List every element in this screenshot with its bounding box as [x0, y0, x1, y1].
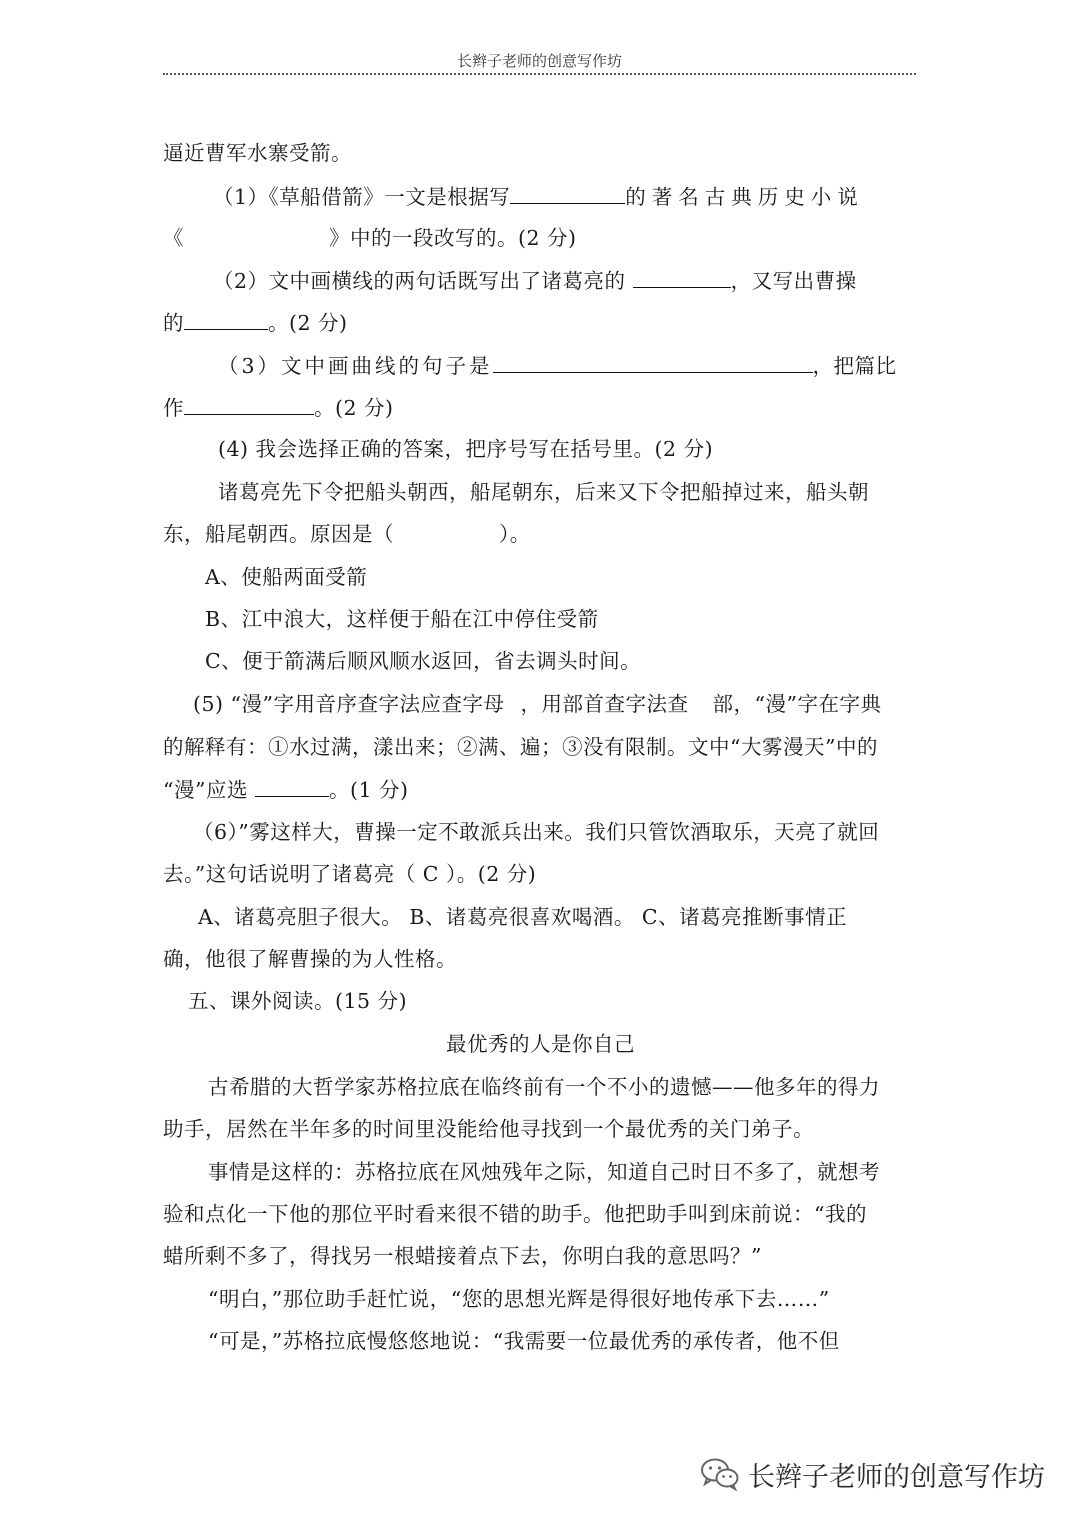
question-4-text-2: [163, 519, 918, 549]
question-text: 作: [163, 396, 184, 420]
paragraph-line: 蜡所剩不多了，得找另一根蜡接着点下去，你明白我的意思吗？”: [163, 1244, 762, 1268]
question-text: （1）《草船借箭》一文是根据写: [213, 185, 511, 209]
question-text: 。(1 分): [329, 778, 409, 802]
question-text: 。(2 分): [268, 311, 348, 335]
question-4-text: 诸葛亮先下令把船头朝西，船尾朝东，后来又下令把船掉过来，船头朝: [218, 480, 869, 504]
paragraph-line: “明白，”那位助手赶忙说，“您的思想光辉是得很好地传承下去……”: [208, 1287, 830, 1311]
paragraph-line: 验和点化一下他的那位平时看来很不错的助手。他把助手叫到床前说：“我的: [163, 1202, 867, 1226]
question-6-line-2: 去。”这句话说明了诸葛亮（ C ）。(2 分): [163, 862, 537, 886]
question-text: 的: [163, 311, 184, 335]
answer-blank[interactable]: [184, 307, 268, 330]
paragraph-line: “可是，”苏格拉底慢悠悠地说：“我需要一位最优秀的承传者，他不但: [208, 1329, 840, 1353]
question-text: 。(2 分): [314, 396, 394, 420]
question-text: ，又写出曹操: [730, 269, 857, 293]
paragraph-line: 助手，居然在半年多的时间里没能给他寻找到一个最优秀的关门弟子。: [163, 1117, 814, 1141]
question-3-line-2: [163, 392, 918, 423]
answer-blank[interactable]: [184, 392, 314, 415]
answer-blank[interactable]: [255, 774, 329, 797]
paragraph-line: 事情是这样的：苏格拉底在风烛残年之际，知道自己时日不多了，就想考: [208, 1160, 880, 1184]
question-text: （2）文中画横线的两句话既写出了诸葛亮的: [213, 269, 626, 293]
essay-title: 最优秀的人是你自己: [446, 1032, 635, 1056]
question-2-line-2: [163, 307, 918, 338]
question-text: (5) “漫”字用音序查字法应查字母: [193, 692, 505, 716]
option-b: B、江中浪大，这样便于船在江中停住受箭: [205, 607, 599, 631]
option-a: A、使船两面受箭: [205, 565, 368, 589]
question-text: ，用部首查字法查: [520, 692, 689, 716]
question-text: ，把篇比: [812, 354, 897, 378]
answer-blank[interactable]: [510, 181, 625, 204]
question-1-line: [213, 181, 918, 212]
question-text: 东，船尾朝西。原因是（: [163, 522, 394, 546]
question-6-line: （6）”雾这样大，曹操一定不敢派兵出来。我们只管饮酒取乐，天亮了就回: [193, 820, 880, 844]
page-header-title: 长辫子老师的创意写作坊: [456, 52, 622, 70]
watermark-text: 长辫子老师的创意写作坊: [748, 1461, 1045, 1493]
question-5-line-2: 的解释有：①水过满，漾出来；②满、遍；③没有限制。文中“大雾漫天”中的: [163, 735, 878, 759]
question-text: ）。: [499, 522, 531, 546]
header-divider: [163, 73, 916, 75]
question-5-line: [193, 689, 918, 719]
question-6-options-2: 确，他很了解曹操的为人性格。: [163, 947, 457, 971]
question-text: 部，“漫”字在字典: [712, 692, 882, 716]
question-text: “漫”应选: [163, 778, 248, 802]
wechat-icon: [700, 1457, 740, 1491]
option-c: C、便于箭满后顺风顺水返回，省去调头时间。: [205, 649, 642, 673]
question-text: 》中的一段改写的。(2 分): [329, 226, 577, 250]
section-heading: 五、课外阅读。(15 分): [188, 989, 408, 1013]
question-text: 《: [163, 226, 184, 250]
question-text: （3）文中画曲线的句子是: [218, 354, 493, 378]
question-5-line-3: [163, 774, 918, 805]
answer-blank[interactable]: [633, 265, 731, 288]
question-2-line: [213, 265, 918, 296]
question-4: (4) 我会选择正确的答案，把序号写在括号里。(2 分): [218, 437, 714, 461]
question-text: 的著名古典历史小说: [625, 185, 864, 209]
question-6-options: A、诸葛亮胆子很大。 B、诸葛亮很喜欢喝酒。 C、诸葛亮推断事情正: [198, 905, 848, 929]
text-line: 逼近曹军水寨受箭。: [163, 141, 352, 165]
watermark: [700, 1452, 1045, 1496]
answer-blank[interactable]: [493, 350, 813, 373]
question-3-line: [218, 350, 918, 381]
question-1-line-2: [163, 223, 918, 253]
paragraph-line: 古希腊的大哲学家苏格拉底在临终前有一个不小的遗憾——他多年的得力: [208, 1075, 880, 1099]
